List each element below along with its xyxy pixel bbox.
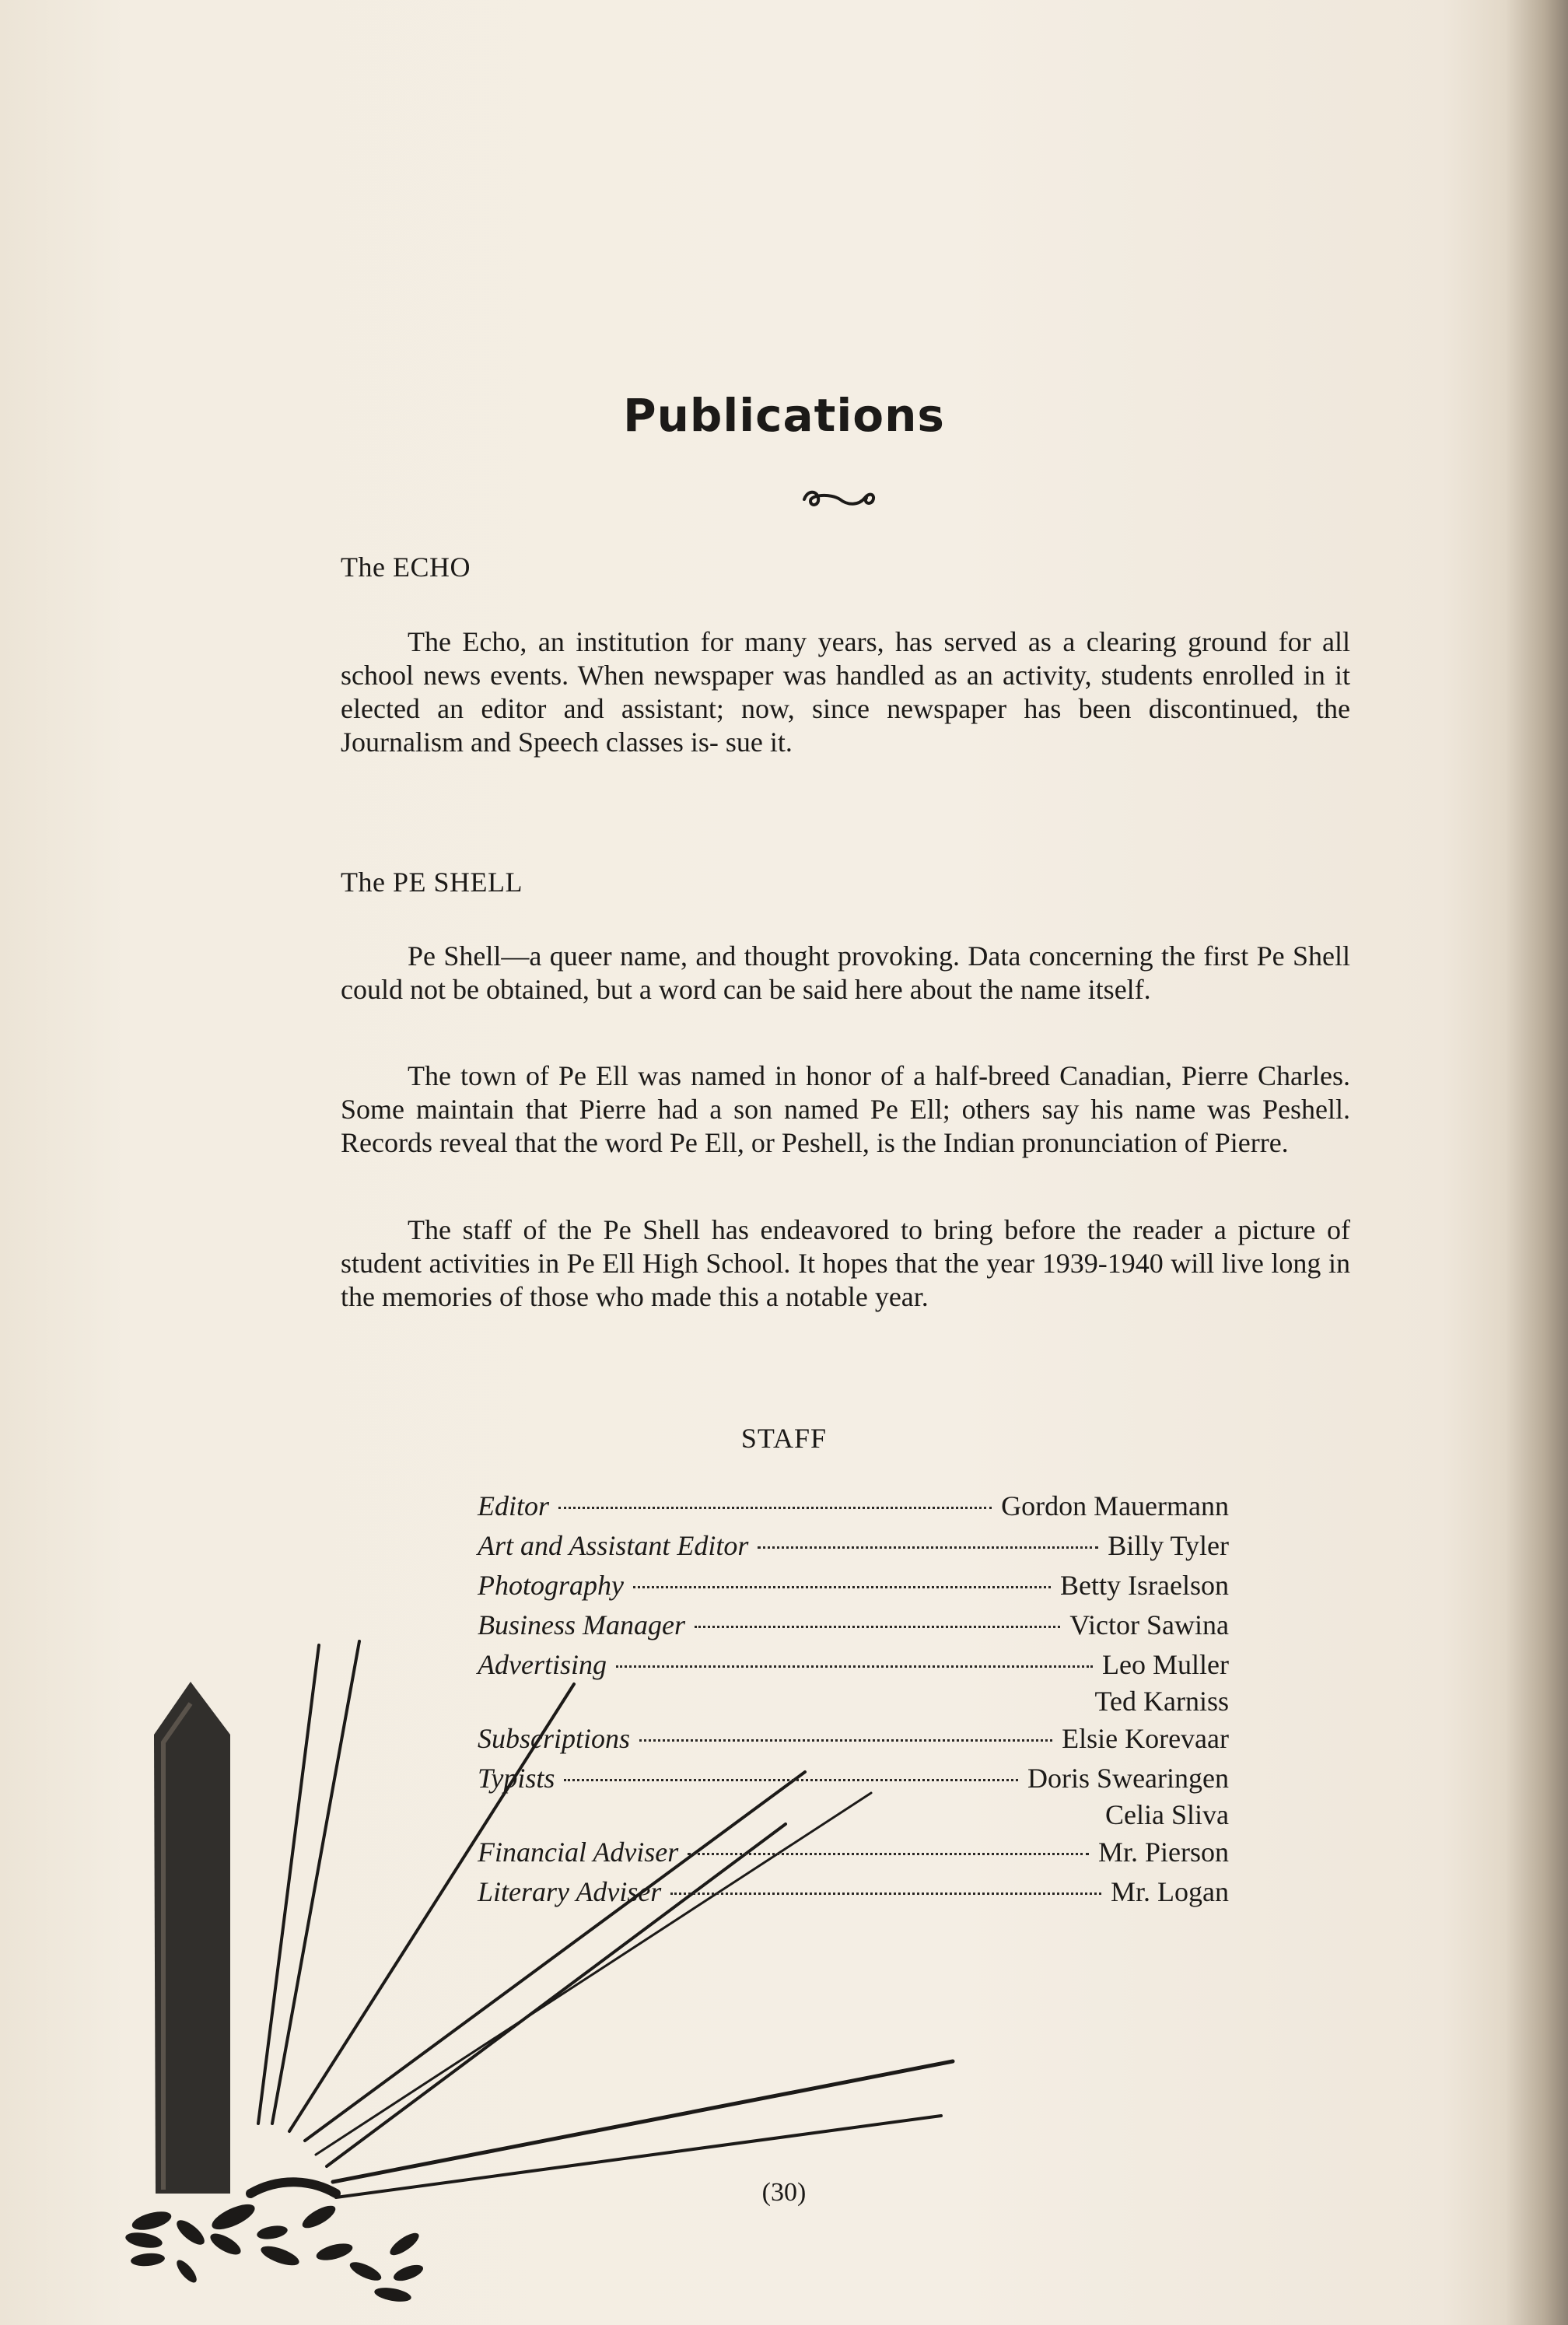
staff-role: Business Manager [478,1609,685,1640]
staff-name: Billy Tyler [1108,1530,1229,1561]
staff-role: Literary Adviser [478,1876,662,1907]
leader-dots [633,1586,1051,1588]
leader-dots [688,1853,1089,1855]
staff-name-continued: Ted Karniss [1094,1686,1229,1717]
peshell-paragraph-3: The staff of the Pe Shell has endeavored to bring before the reader a picture of student activities in Pe Ell High School. It hopes that the year 1939-1940 will live long in the memories of those who made this a notable year. [341,1214,1350,1312]
staff-role: Typists [478,1763,555,1794]
staff-name: Betty Israelson [1060,1570,1229,1601]
staff-name: Gordon Mauermann [1001,1490,1229,1521]
staff-role: Editor [478,1490,550,1521]
staff-name: Elsie Korevaar [1062,1723,1229,1754]
leader-dots [758,1546,1098,1549]
leader-dots [639,1739,1052,1742]
staff-row-art-editor [478,1529,1229,1569]
swash-ornament-icon [800,482,877,513]
page-number: (30) [761,2178,807,2207]
leader-dots [670,1893,1101,1895]
staff-role: Art and Assistant Editor [478,1530,749,1561]
leader-dots [558,1507,992,1509]
staff-row-financial-adviser [478,1836,1229,1875]
staff-role: Subscriptions [478,1723,631,1754]
peshell-paragraph-2: The town of Pe Ell was named in honor of a half-breed Canadian, Pierre Charles. Some maintain that Pierre had a son named Pe Ell; others say his name was Peshell. Records reveal that the word Pe Ell, or Peshell, is the Indian pronunciation of Pierre. [341,1060,1350,1158]
staff-row-literary-adviser [478,1875,1229,1915]
staff-name: Mr. Logan [1111,1876,1229,1907]
leader-dots [564,1779,1018,1781]
staff-role: Financial Adviser [478,1837,679,1868]
staff-role: Advertising [478,1649,607,1680]
peshell-heading: The PE SHELL [341,867,523,898]
staff-row-photography [478,1569,1229,1609]
staff-role: Photography [478,1570,624,1601]
leader-dots [616,1665,1093,1668]
staff-name: Doris Swearingen [1027,1763,1229,1794]
staff-name: Leo Muller [1102,1649,1229,1680]
page-title: Publications [623,389,945,442]
staff-list [478,1490,1229,1915]
staff-row-typists [478,1762,1229,1802]
staff-row-subscriptions [478,1722,1229,1762]
peshell-paragraph-1: Pe Shell—a queer name, and thought provoking. Data concerning the first Pe Shell could not be obtained, but a word can be said here about the name itself. [341,940,1350,1005]
staff-name: Mr. Pierson [1097,1837,1229,1868]
staff-name-continued: Celia Sliva [1105,1799,1229,1830]
staff-row-editor [478,1490,1229,1529]
leader-dots [695,1626,1060,1628]
staff-name: Victor Sawina [1069,1609,1229,1640]
staff-row-business-manager [478,1609,1229,1648]
staff-row-advertising [478,1648,1229,1688]
echo-heading: The ECHO [341,551,471,583]
staff-heading: STAFF [740,1423,828,1454]
echo-paragraph: The Echo, an institution for many years, has served as a clearing ground for all school news events. When newspaper was handled as an activity, students enrolled in it elected an editor and assistant; now, since newspaper has been discontinued, the Journalism and Speech classes is- sue it. [341,626,1350,758]
